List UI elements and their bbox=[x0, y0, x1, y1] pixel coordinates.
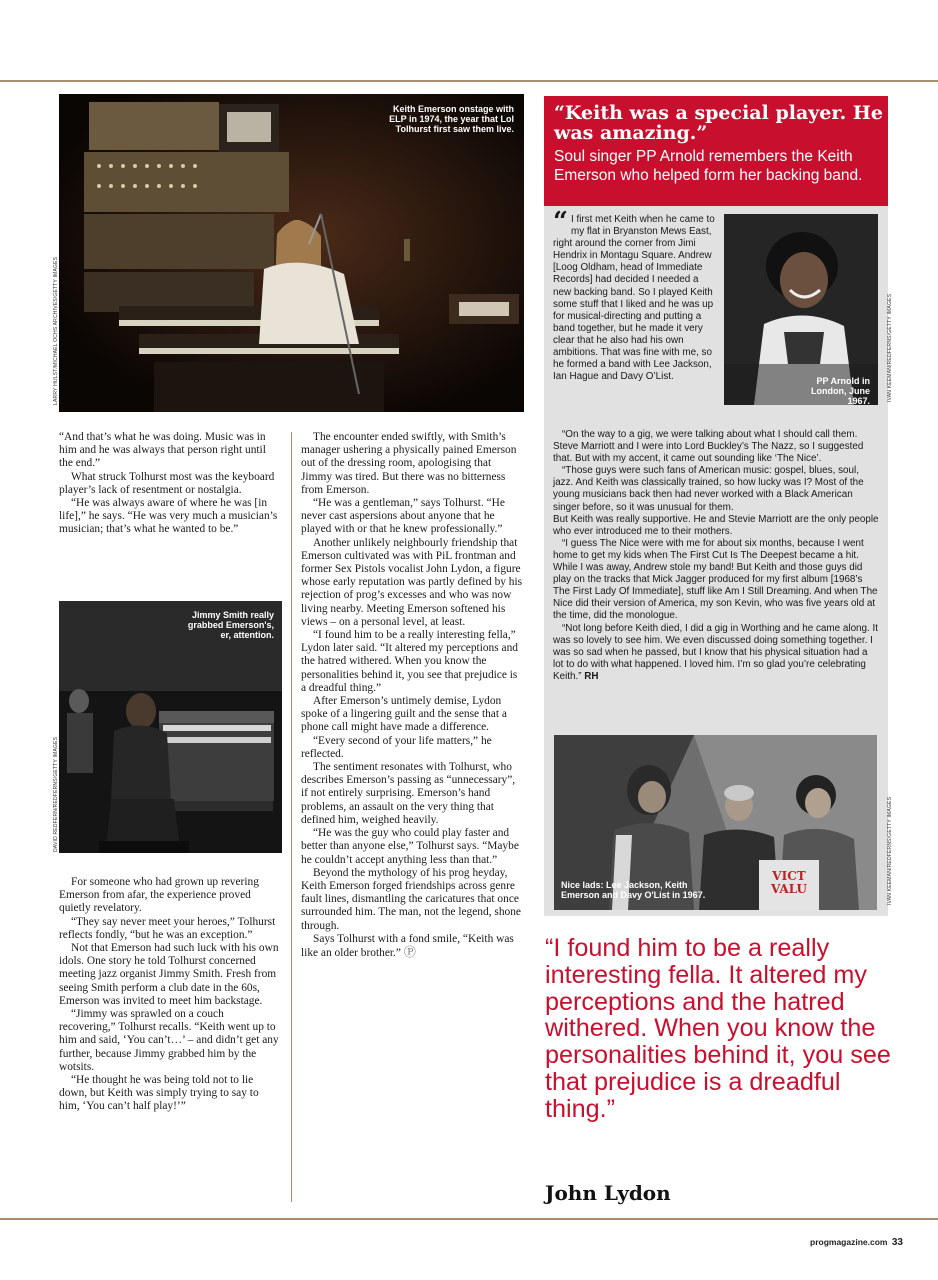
caption-emerson-onstage: Keith Emerson onstage with ELP in 1974, the year that Lol Tolhurst first saw them live. bbox=[389, 104, 514, 134]
sidebar-quote: “Keith was a special player. He was amazing.” bbox=[554, 102, 883, 144]
column-1-bottom bbox=[59, 876, 282, 1114]
sidebar-body bbox=[553, 429, 879, 683]
bag-text: VICT VALU bbox=[771, 869, 807, 896]
photo-jimmy-smith bbox=[59, 601, 282, 853]
credit-the-nice: IVAN KEEMAN/REDFERNS/GETTY IMAGES bbox=[887, 796, 893, 905]
column-1-top bbox=[59, 431, 282, 537]
drop-quote-icon: “ bbox=[553, 207, 568, 237]
paragraph: After Emerson’s untimely demise, Lydon spoke of a lingering guilt and the sense that a phone call might have made a difference. bbox=[301, 695, 507, 734]
final-text: Says Tolhurst with a fond smile, “Keith was like an older brother.” bbox=[301, 932, 514, 959]
site-url: progmagazine.com bbox=[810, 1237, 888, 1247]
pull-quote-attribution: John Lydon bbox=[545, 1181, 671, 1205]
sidebar-first-paragraph bbox=[553, 207, 719, 383]
paragraph: “I found him to be a really interesting fella,” Lydon later said. “It altered my perceptions and the hatred withered. When you know the personalities behind it, you see that prejudice is a dreadful thing.” bbox=[301, 629, 518, 694]
paragraph: Not that Emerson had such luck with his own idols. One story he told Tolhurst concerned meeting jazz organist Jimmy Smith. Fresh from seeing Smith perform a club date in the 60s, Emerson was invited to meet him backstage. bbox=[59, 942, 279, 1007]
top-rule bbox=[0, 80, 938, 82]
photo-the-nice bbox=[554, 735, 877, 910]
paragraph bbox=[553, 207, 719, 383]
paragraph: “He thought he was being told not to lie down, but Keith was simply trying to say to him, ‘You can’t half play!’” bbox=[59, 1074, 259, 1113]
caption-pp-arnold: PP Arnold in London, June 1967. bbox=[811, 376, 870, 405]
credit-pp-arnold: IVAN KEEMAN/REDFERNS/GETTY IMAGES bbox=[887, 293, 893, 402]
photo-pp-arnold bbox=[724, 214, 878, 405]
page-footer bbox=[810, 1237, 903, 1248]
final-text: “Not long before Keith died, I did a gig in Worthing and he came along. It was so lovely to see him. We even discussed doing something together. I was so sad when he passed, but I know that his physical situation had a lot to do with what happened. I loved him. I’m so glad you’re celebrating Keith.” bbox=[553, 622, 879, 682]
credit-jimmy-smith: DAVID REDFERN/REDFERNS/GETTY IMAGES bbox=[53, 736, 59, 852]
column-2 bbox=[301, 431, 524, 960]
paragraph: But Keith was really supportive. He and Stevie Marriott are the only people who ever introduced me to their mothers. bbox=[553, 513, 879, 537]
sidebar-subhead: Soul singer PP Arnold remembers the Keith Emerson who helped form her backing band. bbox=[554, 148, 863, 184]
paragraph: The encounter ended swiftly, with Smith’s manager ushering a physically pained Emerson out of the dressing room, apologising that Jimmy was tired. But there was no bitterness from Emerson. bbox=[301, 431, 517, 496]
paragraph: “I guess The Nice were with me for about six months, because I went home to get my kids when The First Cut Is The Deepest became a hit. While I was away, Andrew stole my band! But Keith and those guys did play on the tracks that Mick Jagger produced for my first album [1968’s The First Lady Of Immediate], stuff like Am I Still Dreaming. And when The Nice did their version of America, my son Kevin, who was five years old at the time, did the monologue. bbox=[553, 537, 878, 622]
pull-quote: “I found him to be a really interesting fella. It altered my perceptions and the hatred withered. When you know the personalities behind it, you see that prejudice is a dreadful thing.” bbox=[545, 934, 891, 1123]
paragraph: “He was the guy who could play faster and better than anyone else,” Tolhurst says. “Maybe he couldn’t accept anything less than that.” bbox=[301, 827, 519, 866]
paragraph: “Jimmy was sprawled on a couch recovering,” Tolhurst recalls. “Keith went up to him and said, ‘You can’t…’ – and didn’t get any further, because Jimmy grabbed him by the wotsits. bbox=[59, 1008, 279, 1073]
paragraph: “They say never meet your heroes,” Tolhurst reflects fondly, “but he was an exception.” bbox=[59, 915, 276, 941]
paragraph: What struck Tolhurst most was the keyboard player’s lack of resentment or nostalgia. bbox=[59, 470, 275, 496]
column-divider bbox=[291, 432, 292, 1202]
caption-jimmy-smith: Jimmy Smith really grabbed Emerson's, er, attention. bbox=[187, 610, 274, 640]
paragraph: “On the way to a gig, we were talking about what I should call them. Steve Marriott and I were into Lord Buckley’s The Nazz, so I suggested that. But with my accent, it came out sounding like ‘The Nice’. bbox=[553, 429, 864, 465]
paragraph-final bbox=[553, 623, 879, 683]
page-number: 33 bbox=[891, 1237, 903, 1248]
credit-emerson-onstage: LARRY HULST/MICHAEL OCHS ARCHIVES/GETTY IMAGES bbox=[53, 256, 59, 405]
first-para-text: I first met Keith when he came to my flat in Bryanston Mews East, right around the corner from Jimi Hendrix in Montagu Square. Andrew [Loog Oldham, head of Immediate Records] had decided I needed a new backing band. So I played Keith some stuff that I liked and he was up for musical-directing and putting a band together, but he made it very clear that he also had his own ambitions. That was fine with me, so he formed a band with Lee Jackson, Ian Hague and Davy O’List. bbox=[553, 214, 715, 383]
paragraph: The sentiment resonates with Tolhurst, who describes Emerson’s passing as “unnecessary”, if not entirely surprising. Emerson’s hand problems, an assault on the very thing that defined him, weighed heavily. bbox=[301, 761, 516, 826]
paragraph: Another unlikely neighbourly friendship that Emerson cultivated was with PiL frontman and former Sex Pistols vocalist John Lydon, a figure whose early reputation was partly defined by his rejection of prog’s excesses and who was now living nearby. Meeting Emerson softened his views – on a personal level, at least. bbox=[301, 536, 523, 628]
emerson-onstage-illustration bbox=[59, 94, 524, 412]
paragraph: For someone who had grown up revering Emerson from afar, the experience proved quietly revelatory. bbox=[59, 876, 259, 915]
paragraph: “And that’s what he was doing. Music was in him and he was always that person right until the end.” bbox=[59, 431, 266, 470]
bottom-rule bbox=[0, 1218, 938, 1220]
paragraph: “He was always aware of where he was [in life],” he says. “He was very much a musician’s musician; that’s what he wanted to be.” bbox=[59, 497, 278, 536]
paragraph: Beyond the mythology of his prog heyday, Keith Emerson forged friendships across genre fault lines, dismantling the caricatures that once surrounded him. The man, not the legend, shone through. bbox=[301, 866, 521, 932]
sidebar-header bbox=[544, 96, 888, 206]
end-mark-icon: Ⓟ bbox=[403, 944, 416, 959]
paragraph: “Every second of your life matters,” he reflected. bbox=[301, 734, 492, 760]
byline: RH bbox=[584, 670, 599, 682]
paragraph-final bbox=[301, 933, 524, 960]
photo-emerson-onstage bbox=[59, 94, 524, 412]
paragraph: “Those guys were such fans of American music: gospel, blues, soul, jazz. And Keith was classically trained, so how lucky was I? Most of the young musicians back then had never worked with a Black American singer before, so it was unusual for them. bbox=[553, 465, 864, 513]
caption-the-nice: Nice lads: Lee Jackson, Keith Emerson and Davy O'List in 1967. bbox=[561, 880, 706, 900]
paragraph: “He was a gentleman,” says Tolhurst. “He never cast aspersions about anyone that he played with or that he knew professionally.” bbox=[301, 497, 505, 536]
